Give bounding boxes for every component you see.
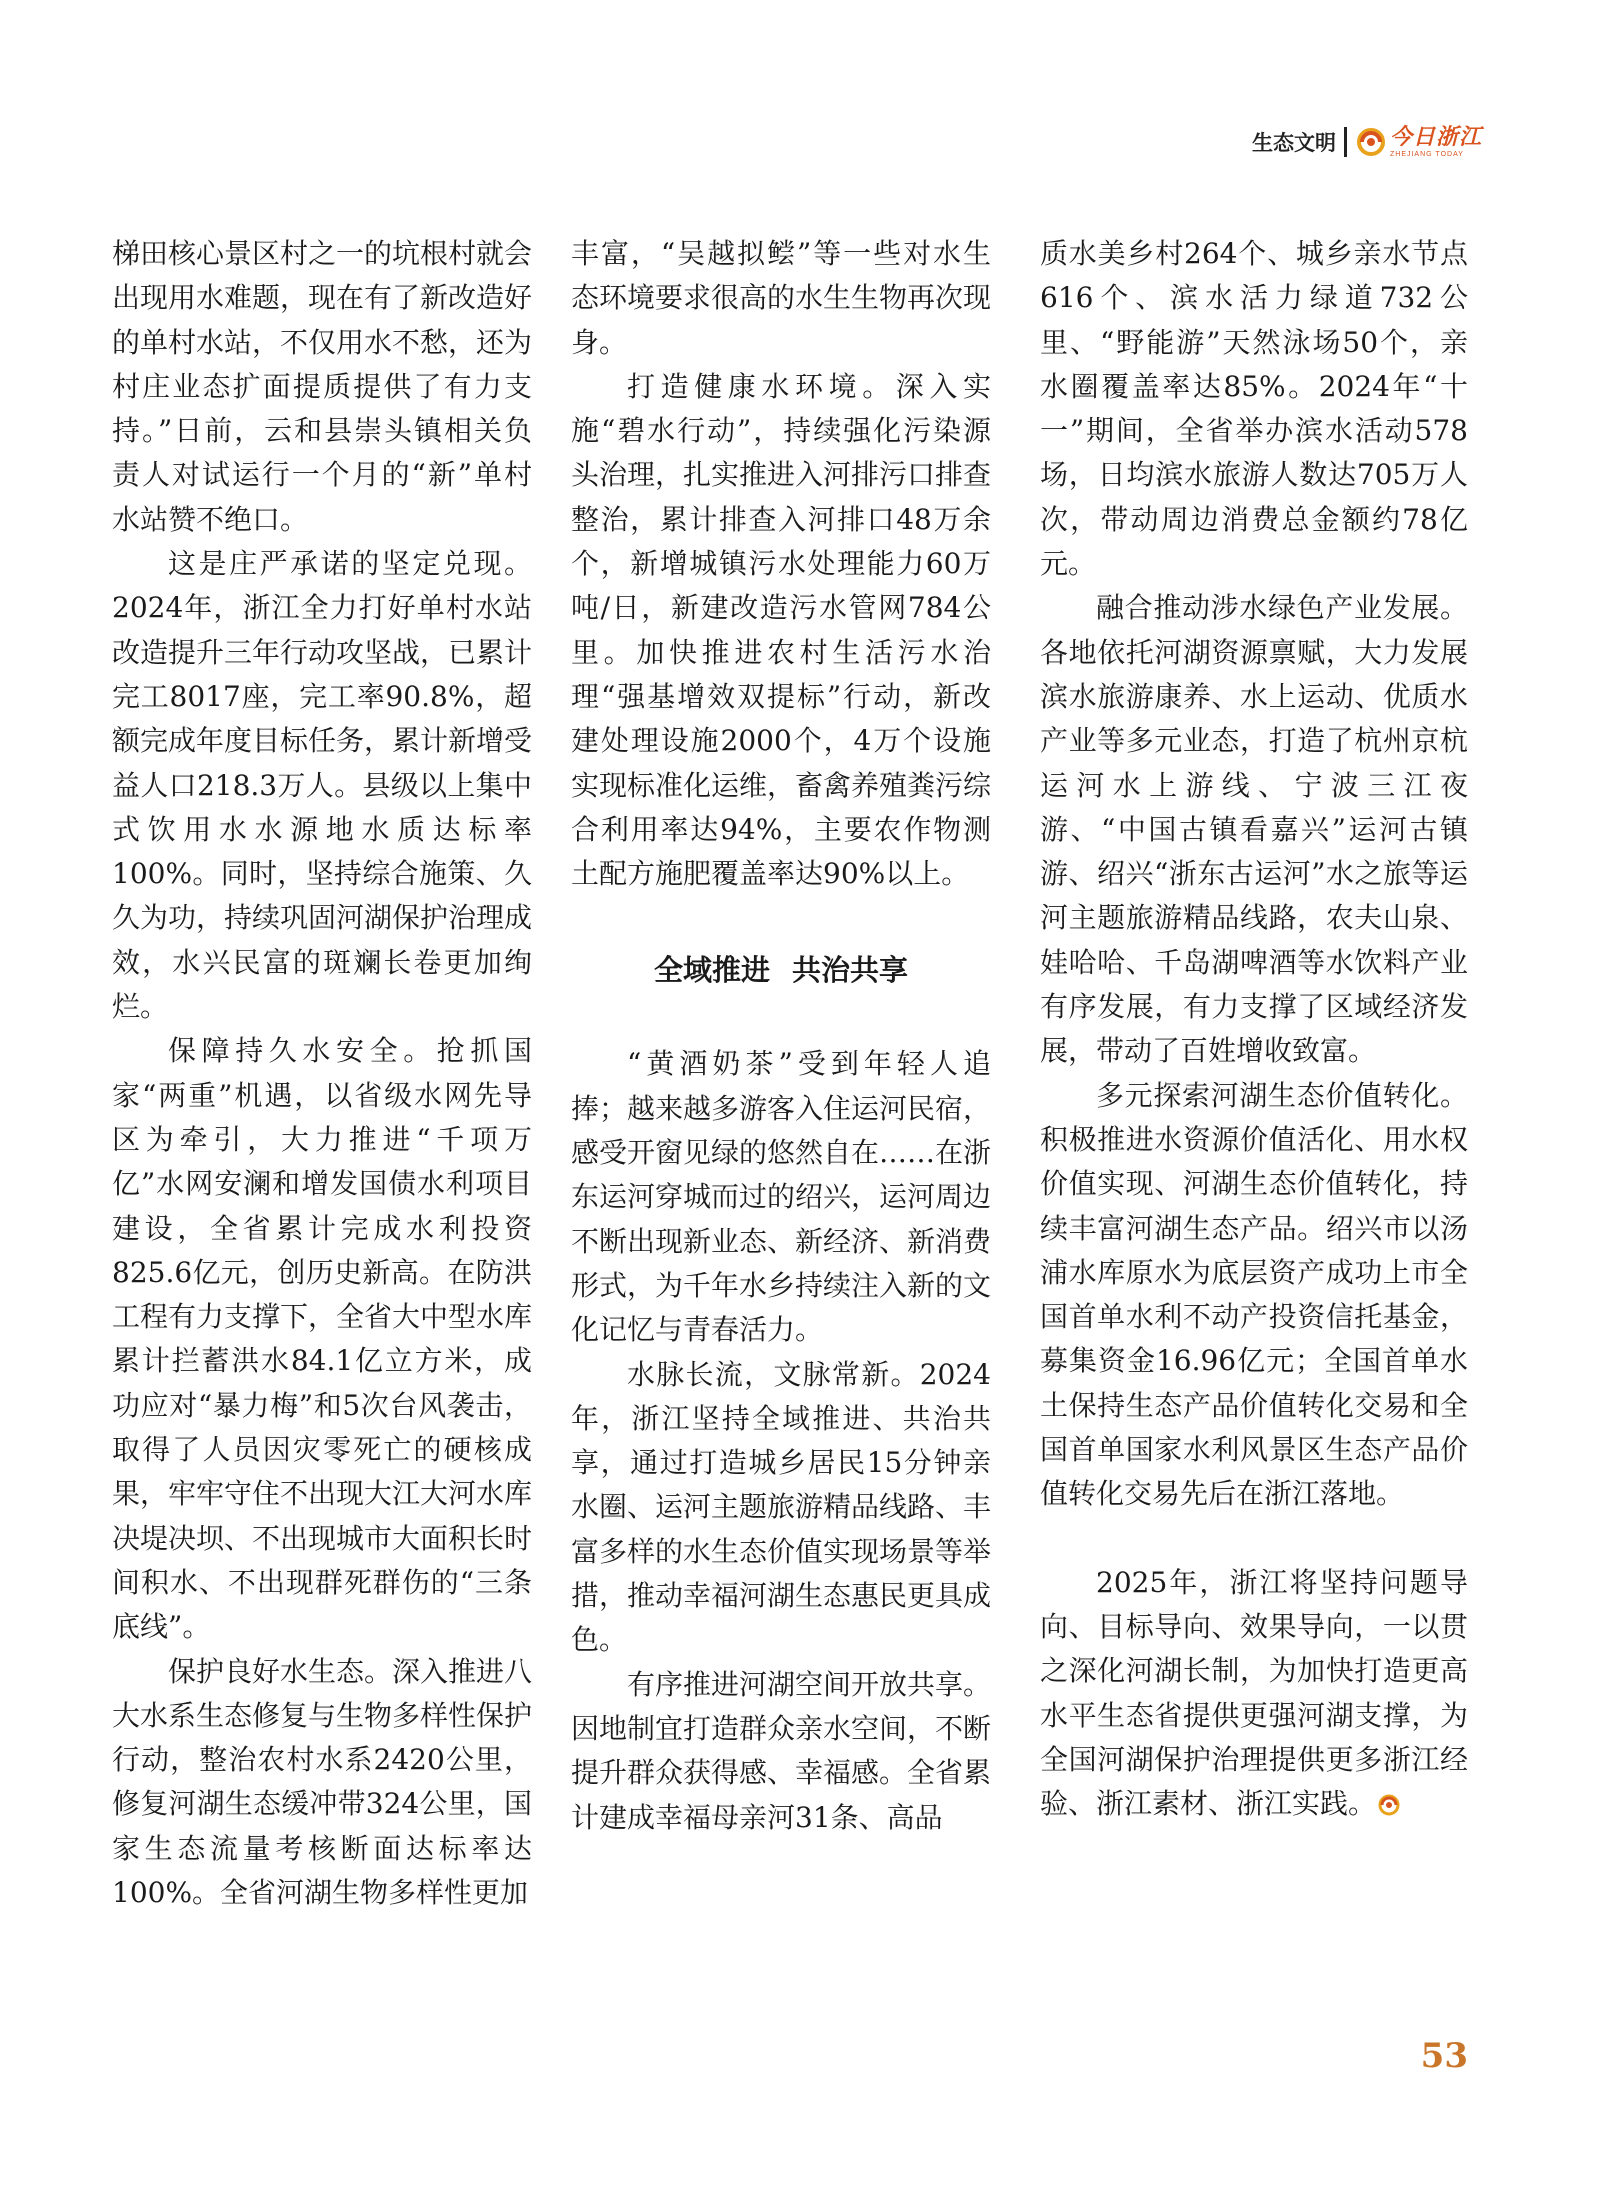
paragraph: 质水美乡村264个、城乡亲水节点616个、滨水活力绿道732公里、“野能游”天然泳场50个，亲水圈覆盖率达85%。2024年“十一”期间，全省举办滨水活动578场，日均滨水旅游人数达705万人次，带动周边消费总金额约78亿元。 bbox=[1040, 237, 1468, 581]
header-divider bbox=[1344, 127, 1347, 157]
paragraph: 这是庄严承诺的坚定兑现。2024年，浙江全力打好单村水站改造提升三年行动攻坚战，已累计完工8017座，完工率90.8%，超额完成年度目标任务，累计新增受益人口218.3万人。县级以上集中式饮用水水源地水质达标率100%。同时，坚持综合施策、久久为功，持续巩固河湖保护治理成效，水兴民富的斑斓长卷更加绚烂。 bbox=[112, 547, 533, 1024]
end-mark-icon bbox=[1378, 1794, 1400, 1816]
paragraph: 有序推进河湖空间开放共享。因地制宜打造群众亲水空间，不断提升群众获得感、幸福感。全省累计建成幸福母亲河31条、高品 bbox=[571, 1667, 992, 1834]
logo-swirl-icon bbox=[1356, 127, 1386, 157]
conclusion-text: 2025年，浙江将坚持问题导向、目标导向、效果导向，一以贯之深化河湖长制，为加快打造更高水平生态省提供更强河湖支撑，为全国河湖保护治理提供更多浙江经验、浙江素材、浙江实践。 bbox=[1040, 1565, 1468, 1821]
column-2 bbox=[571, 232, 991, 1840]
section-label: 生态文明 bbox=[1251, 131, 1336, 155]
paragraph: 保护良好水生态。深入推进八大水系生态修复与生物多样性保护行动，整治农村水系2420公里，修复河湖生态缓冲带324公里，国家生态流量考核断面达标率达100%。全省河湖生物多样性更加 bbox=[112, 1654, 533, 1909]
logo-chinese-text: 今日浙江 bbox=[1389, 124, 1482, 150]
paragraph: “黄酒奶茶”受到年轻人追捧；越来越多游客入住运河民宿，感受开窗见绿的悠然自在……在浙东运河穿城而过的绍兴，运河周边不断出现新业态、新经济、新消费形式，为千年水乡持续注入新的文化记忆与青春活力。 bbox=[571, 1047, 992, 1347]
paragraph: 丰富，“吴越拟鲿”等一些对水生态环境要求很高的水生生物再次现身。 bbox=[571, 237, 992, 359]
paragraph: 多元探索河湖生态价值转化。积极推进水资源价值活化、用水权价值实现、河湖生态价值转化，持续丰富河湖生态产品。绍兴市以汤浦水库原水为底层资产成功上市全国首单水利不动产投资信托基金，募集资金16.96亿元；全国首单水土保持生态产品价值转化交易和全国首单国家水利风景区生态产品价值转化交易先后在浙江落地。 bbox=[1040, 1078, 1468, 1511]
column-3 bbox=[1040, 232, 1468, 1826]
column-1 bbox=[112, 232, 532, 1915]
section-heading: 全域推进 共治共享 bbox=[653, 953, 909, 988]
paragraph bbox=[1040, 1561, 1468, 1827]
paragraph: 保障持久水安全。抢抓国家“两重”机遇，以省级水网先导区为牵引，大力推进“千项万亿”水网安澜和增发国债水利项目建设，全省累计完成水利投资825.6亿元，创历史新高。在防洪工程有力支撑下，全省大中型水库累计拦蓄洪水84.1亿立方米，成功应对“暴力梅”和5次台风袭击，取得了人员因灾零死亡的硬核成果，牢牢守住不出现大江大河水库决堤决坝、不出现城市大面积长时间积水、不出现群死群伤的“三条底线”。 bbox=[112, 1034, 533, 1644]
paragraph: 融合推动涉水绿色产业发展。各地依托河湖资源禀赋，大力发展滨水旅游康养、水上运动、优质水产业等多元业态，打造了杭州京杭运河水上游线、宁波三江夜游、“中国古镇看嘉兴”运河古镇游、绍兴“浙东古运河”水之旅等运河主题旅游精品线路，农夫山泉、娃哈哈、千岛湖啤酒等水饮料产业有序发展，有力支撑了区域经济发展，带动了百姓增收致富。 bbox=[1040, 591, 1468, 1068]
paragraph: 水脉长流，文脉常新。2024年，浙江坚持全域推进、共治共享，通过打造城乡居民15分钟亲水圈、运河主题旅游精品线路、丰富多样的水生态价值实现场景等举措，推动幸福河湖生态惠民更具成色。 bbox=[571, 1357, 992, 1657]
paragraph: 梯田核心景区村之一的坑根村就会出现用水难题，现在有了新改造好的单村水站，不仅用水不愁，还为村庄业态扩面提质提供了有力支持。”日前，云和县崇头镇相关负责人对试运行一个月的“新”单村水站赞不绝口。 bbox=[112, 237, 533, 536]
logo-english-text: ZHEJIANG TODAY bbox=[1389, 150, 1464, 158]
magazine-logo bbox=[1356, 126, 1482, 159]
page-header bbox=[1252, 120, 1482, 164]
paragraph: 打造健康水环境。深入实施“碧水行动”，持续强化污染源头治理，扎实推进入河排污口排查整治，累计排查入河排口48万余个，新增城镇污水处理能力60万吨/日，新建改造污水管网784公里。加快推进农村生活污水治理“强基增效双提标”行动，新改建处理设施2000个，4万个设施实现标准化运维，畜禽养殖粪污综合利用率达94%，主要农作物测土配方施肥覆盖率达90%以上。 bbox=[571, 369, 992, 891]
page-number: 53 bbox=[1420, 2036, 1468, 2076]
